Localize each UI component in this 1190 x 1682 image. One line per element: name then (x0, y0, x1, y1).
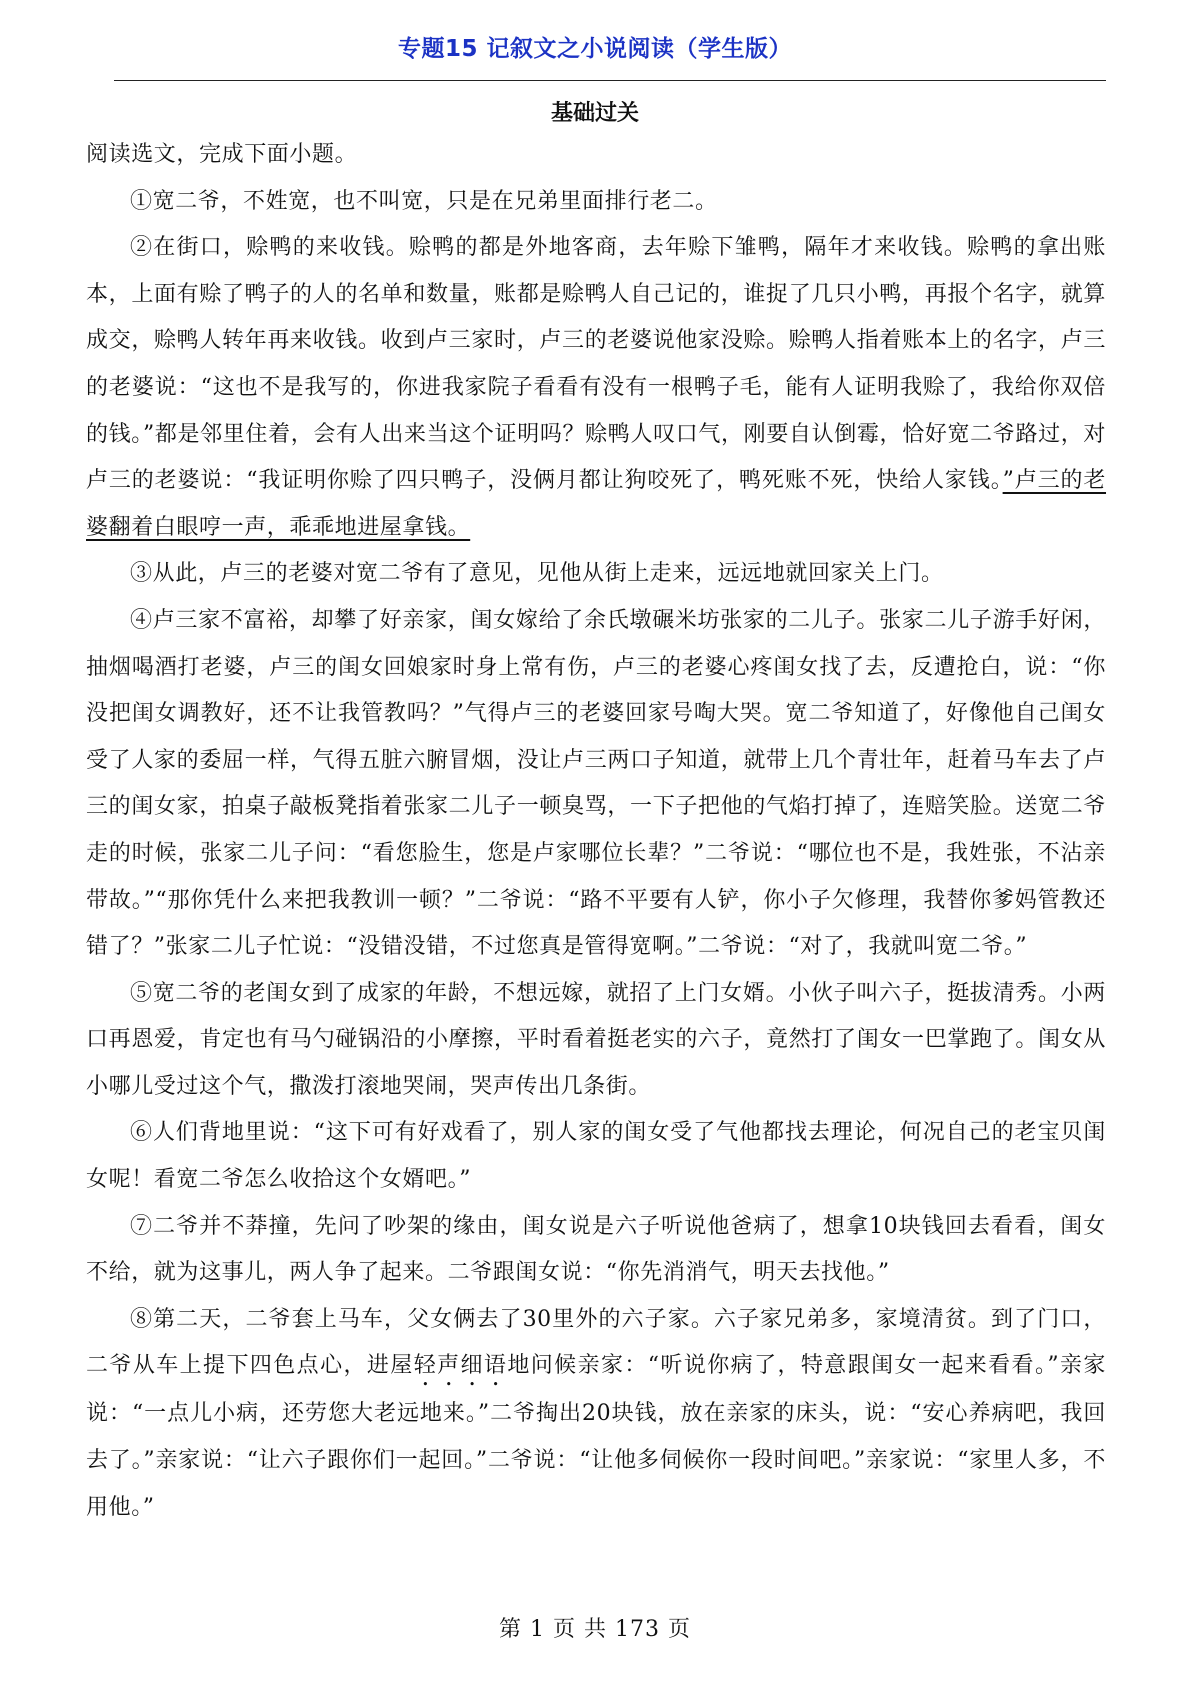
header-title: 专题15 记叙文之小说阅读（学生版） (397, 36, 792, 62)
reading-passage (86, 132, 1106, 1531)
paragraph-1: ①宽二爷，不姓宽，也不叫宽，只是在兄弟里面排行老二。 (130, 188, 718, 214)
page-number: 第 1 页 共 173 页 (499, 1617, 691, 1642)
paragraph-2 (86, 225, 1106, 551)
header-divider (114, 80, 1106, 81)
paragraph-5: ⑤宽二爷的老闺女到了成家的年龄，不想远嫁，就招了上门女婿。小伙子叫六子，挺拔清秀。小两口再恩爱，肯定也有马勺碰锅沿的小摩擦，平时看着挺老实的六子，竟然打了闺女一巴掌跑了。闺女从小哪儿受过这个气，撒泼打滚地哭闹，哭声传出几条街。 (86, 980, 1106, 1099)
paragraph-6: ⑥人们背地里说：“这下可有好戏看了，别人家的闺女受了气他都找去理论，何况自己的老宝贝闺女呢！看宽二爷怎么收拾这个女婿吧。” (86, 1120, 1106, 1193)
instruction-text: 阅读选文，完成下面小题。 (86, 142, 358, 167)
section-title: 基础过关 (550, 101, 639, 126)
underlined-sentence: ”卢三的老婆翻着白眼哼一声，乖乖地进屋拿钱。 (86, 468, 1107, 540)
paragraph-8-text-b: 地问候亲家：“听说你病了，特意跟闺女一起来看看。”亲家说：“一点儿小病，还劳您大老远地来。”二爷掏出20块钱，放在亲家的床头，说：“安心养病吧，我回去了。”亲家说：“让六子跟你们一起回。”二爷说：“让他多伺候你一段时间吧。”亲家说：“家里人多，不用他。” (86, 1353, 1107, 1520)
paragraph-2-text: ②在街口，赊鸭的来收钱。赊鸭的都是外地客商，去年赊下雏鸭，隔年才来收钱。赊鸭的拿出账本，上面有赊了鸭子的人的名单和数量，账都是赊鸭人自己记的，谁捉了几只小鸭，再报个名字，就算成交，赊鸭人转年再来收钱。收到卢三家时，卢三的老婆说他家没赊。赊鸭人指着账本上的名字，卢三的老婆说：“这也不是我写的，你进我家院子看看有没有一根鸭子毛，能有人证明我赊了，我给你双倍的钱。”都是邻里住着，会有人出来当这个证明吗？赊鸭人叹口气，刚要自认倒霉，恰好宽二爷路过，对卢三的老婆说：“我证明你赊了四只鸭子，没俩月都让狗咬死了，鸭死账不死，快给人家钱。 (86, 235, 1106, 494)
paragraph-4: ④卢三家不富裕，却攀了好亲家，闺女嫁给了余氏墩碾米坊张家的二儿子。张家二儿子游手好闲，抽烟喝酒打老婆，卢三的闺女回娘家时身上常有伤，卢三的老婆心疼闺女找了去，反遭抢白，说：“你没把闺女调教好，还不让我管教吗？”气得卢三的老婆回家号啕大哭。宽二爷知道了，好像他自己闺女受了人家的委屈一样，气得五脏六腑冒烟，没让卢三两口子知道，就带上几个青壮年，赶着马车去了卢三的闺女家，拍桌子敲板凳指着张家二儿子一顿臭骂，一下子把他的气焰打掉了，连赔笑脸。送宽二爷走的时候，张家二儿子问：“看您脸生，您是卢家哪位长辈？”二爷说：“哪位也不是，我姓张，不沾亲带故。”“那你凭什么来把我教训一顿？”二爷说：“路不平要有人铲，你小子欠修理，我替你爹妈管教还错了？”张家二儿子忙说：“没错没错，不过您真是管得宽啊。”二爷说：“对了，我就叫宽二爷。” (86, 607, 1106, 960)
emphasized-phrase: 轻声细语 (413, 1353, 508, 1379)
paragraph-8 (86, 1297, 1106, 1531)
paragraph-7: ⑦二爷并不莽撞，先问了吵架的缘由，闺女说是六子听说他爸病了，想拿10块钱回去看看，闺女不给，就为这事儿，两人争了起来。二爷跟闺女说：“你先消消气，明天去找他。” (86, 1213, 1106, 1286)
paragraph-8-text-a: ⑧第二天，二爷套上马车，父女俩去了30里外的六子家。六子家兄弟多，家境清贫。到了门口，二爷从车上提下四色点心，进屋 (86, 1306, 1106, 1379)
paragraph-3: ③从此，卢三的老婆对宽二爷有了意见，见他从街上走来，远远地就回家关上门。 (130, 561, 944, 587)
